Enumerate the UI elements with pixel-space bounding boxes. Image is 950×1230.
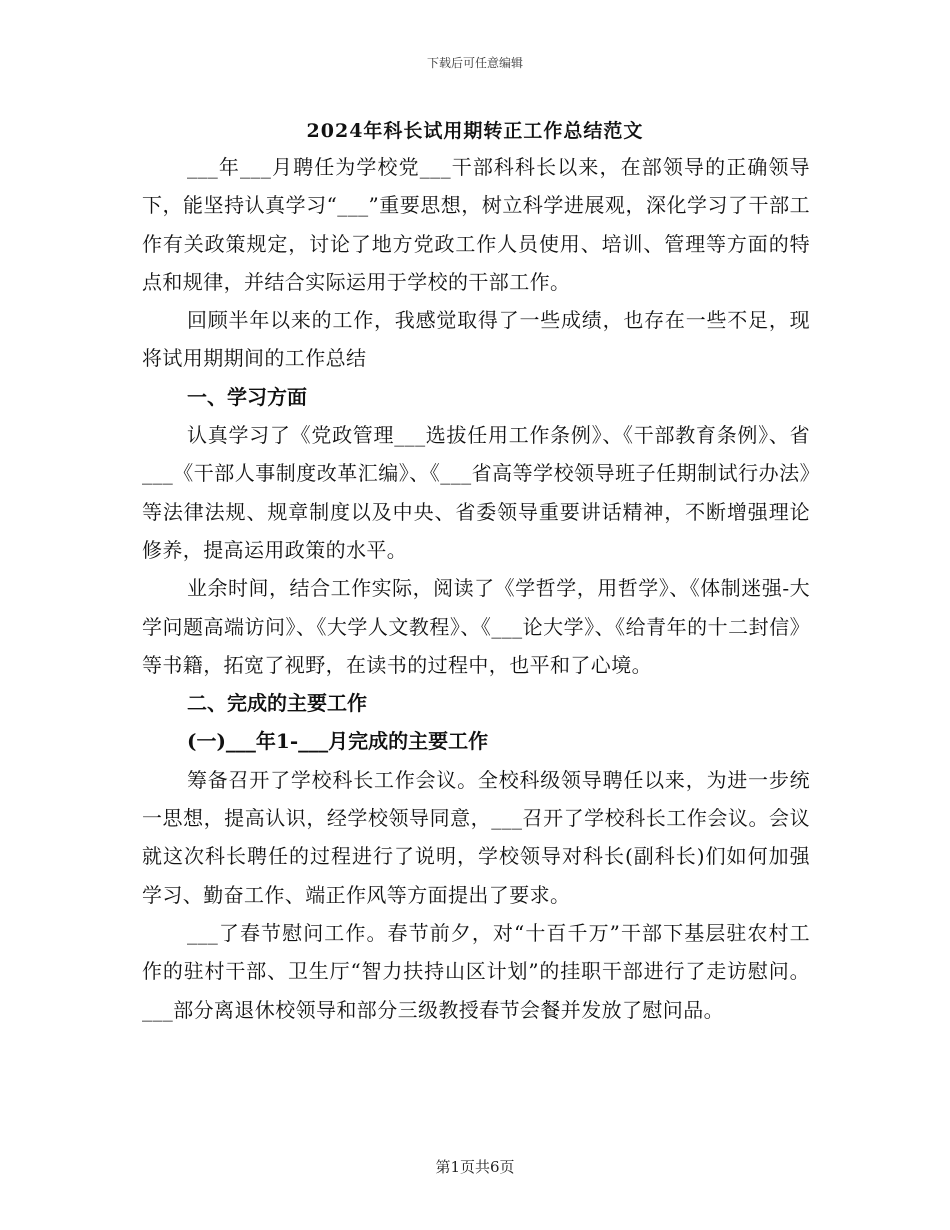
paragraph-meeting: 筹备召开了学校科长工作会议。全校科级领导聘任以来，为进一步统一思想，提高认识，经学校领导同意，___召开了学校科长工作会议。会议就这次科长聘任的过程进行了说明，学校领导对科长(副科长)们如何加强学习、勤奋工作、端正作风等方面提出了要求。 [142,767,810,907]
subsection-heading-work-period: (一)___年1-___月完成的主要工作 [187,729,489,754]
section-heading-study: 一、学习方面 [187,384,307,409]
document-body [142,148,810,1029]
paragraph-study-regulations: 认真学习了《党政管理___选拔任用工作条例》、《干部教育条例》、省___《干部人事制度改革汇编》、《___省高等学校领导班子任期制试行办法》等法律法规、规章制度以及中央、省委领导重要讲话精神，不断增强理论修养，提高运用政策的水平。 [142,423,810,562]
paragraph-intro: ___年___月聘任为学校党___干部科科长以来，在部领导的正确领导下，能坚持认真学习“___”重要思想，树立科学进展观，深化学习了干部工作有关政策规定，讨论了地方党政工作人员使用、培训、管理等方面的特点和规律，并结合实际运用于学校的干部工作。 [142,155,810,294]
paragraph-spring-festival: ___了春节慰问工作。春节前夕，对“十百千万”干部下基层驻农村工作的驻村干部、卫生厅“智力扶持山区计划”的挂职干部进行了走访慰问。___部分离退休校领导和部分三级教授春节会餐并发放了慰问品。 [142,920,810,1022]
paragraph-study-reading: 业余时间，结合工作实际，阅读了《学哲学，用哲学》、《体制迷强-大学问题高端访问》、《大学人文教程》、《___论大学》、《给青年的十二封信》等书籍，拓宽了视野，在读书的过程中，也平和了心境。 [142,576,810,677]
header-note: 下载后可任意编辑 [426,56,523,70]
paragraph-review: 回顾半年以来的工作，我感觉取得了一些成绩，也存在一些不足，现将试用期期间的工作总结 [142,308,810,371]
page-number-footer: 第1页共6页 [435,1158,515,1176]
document-title: 2024年科长试用期转正工作总结范文 [306,120,644,142]
section-heading-main-work: 二、完成的主要工作 [187,691,367,716]
